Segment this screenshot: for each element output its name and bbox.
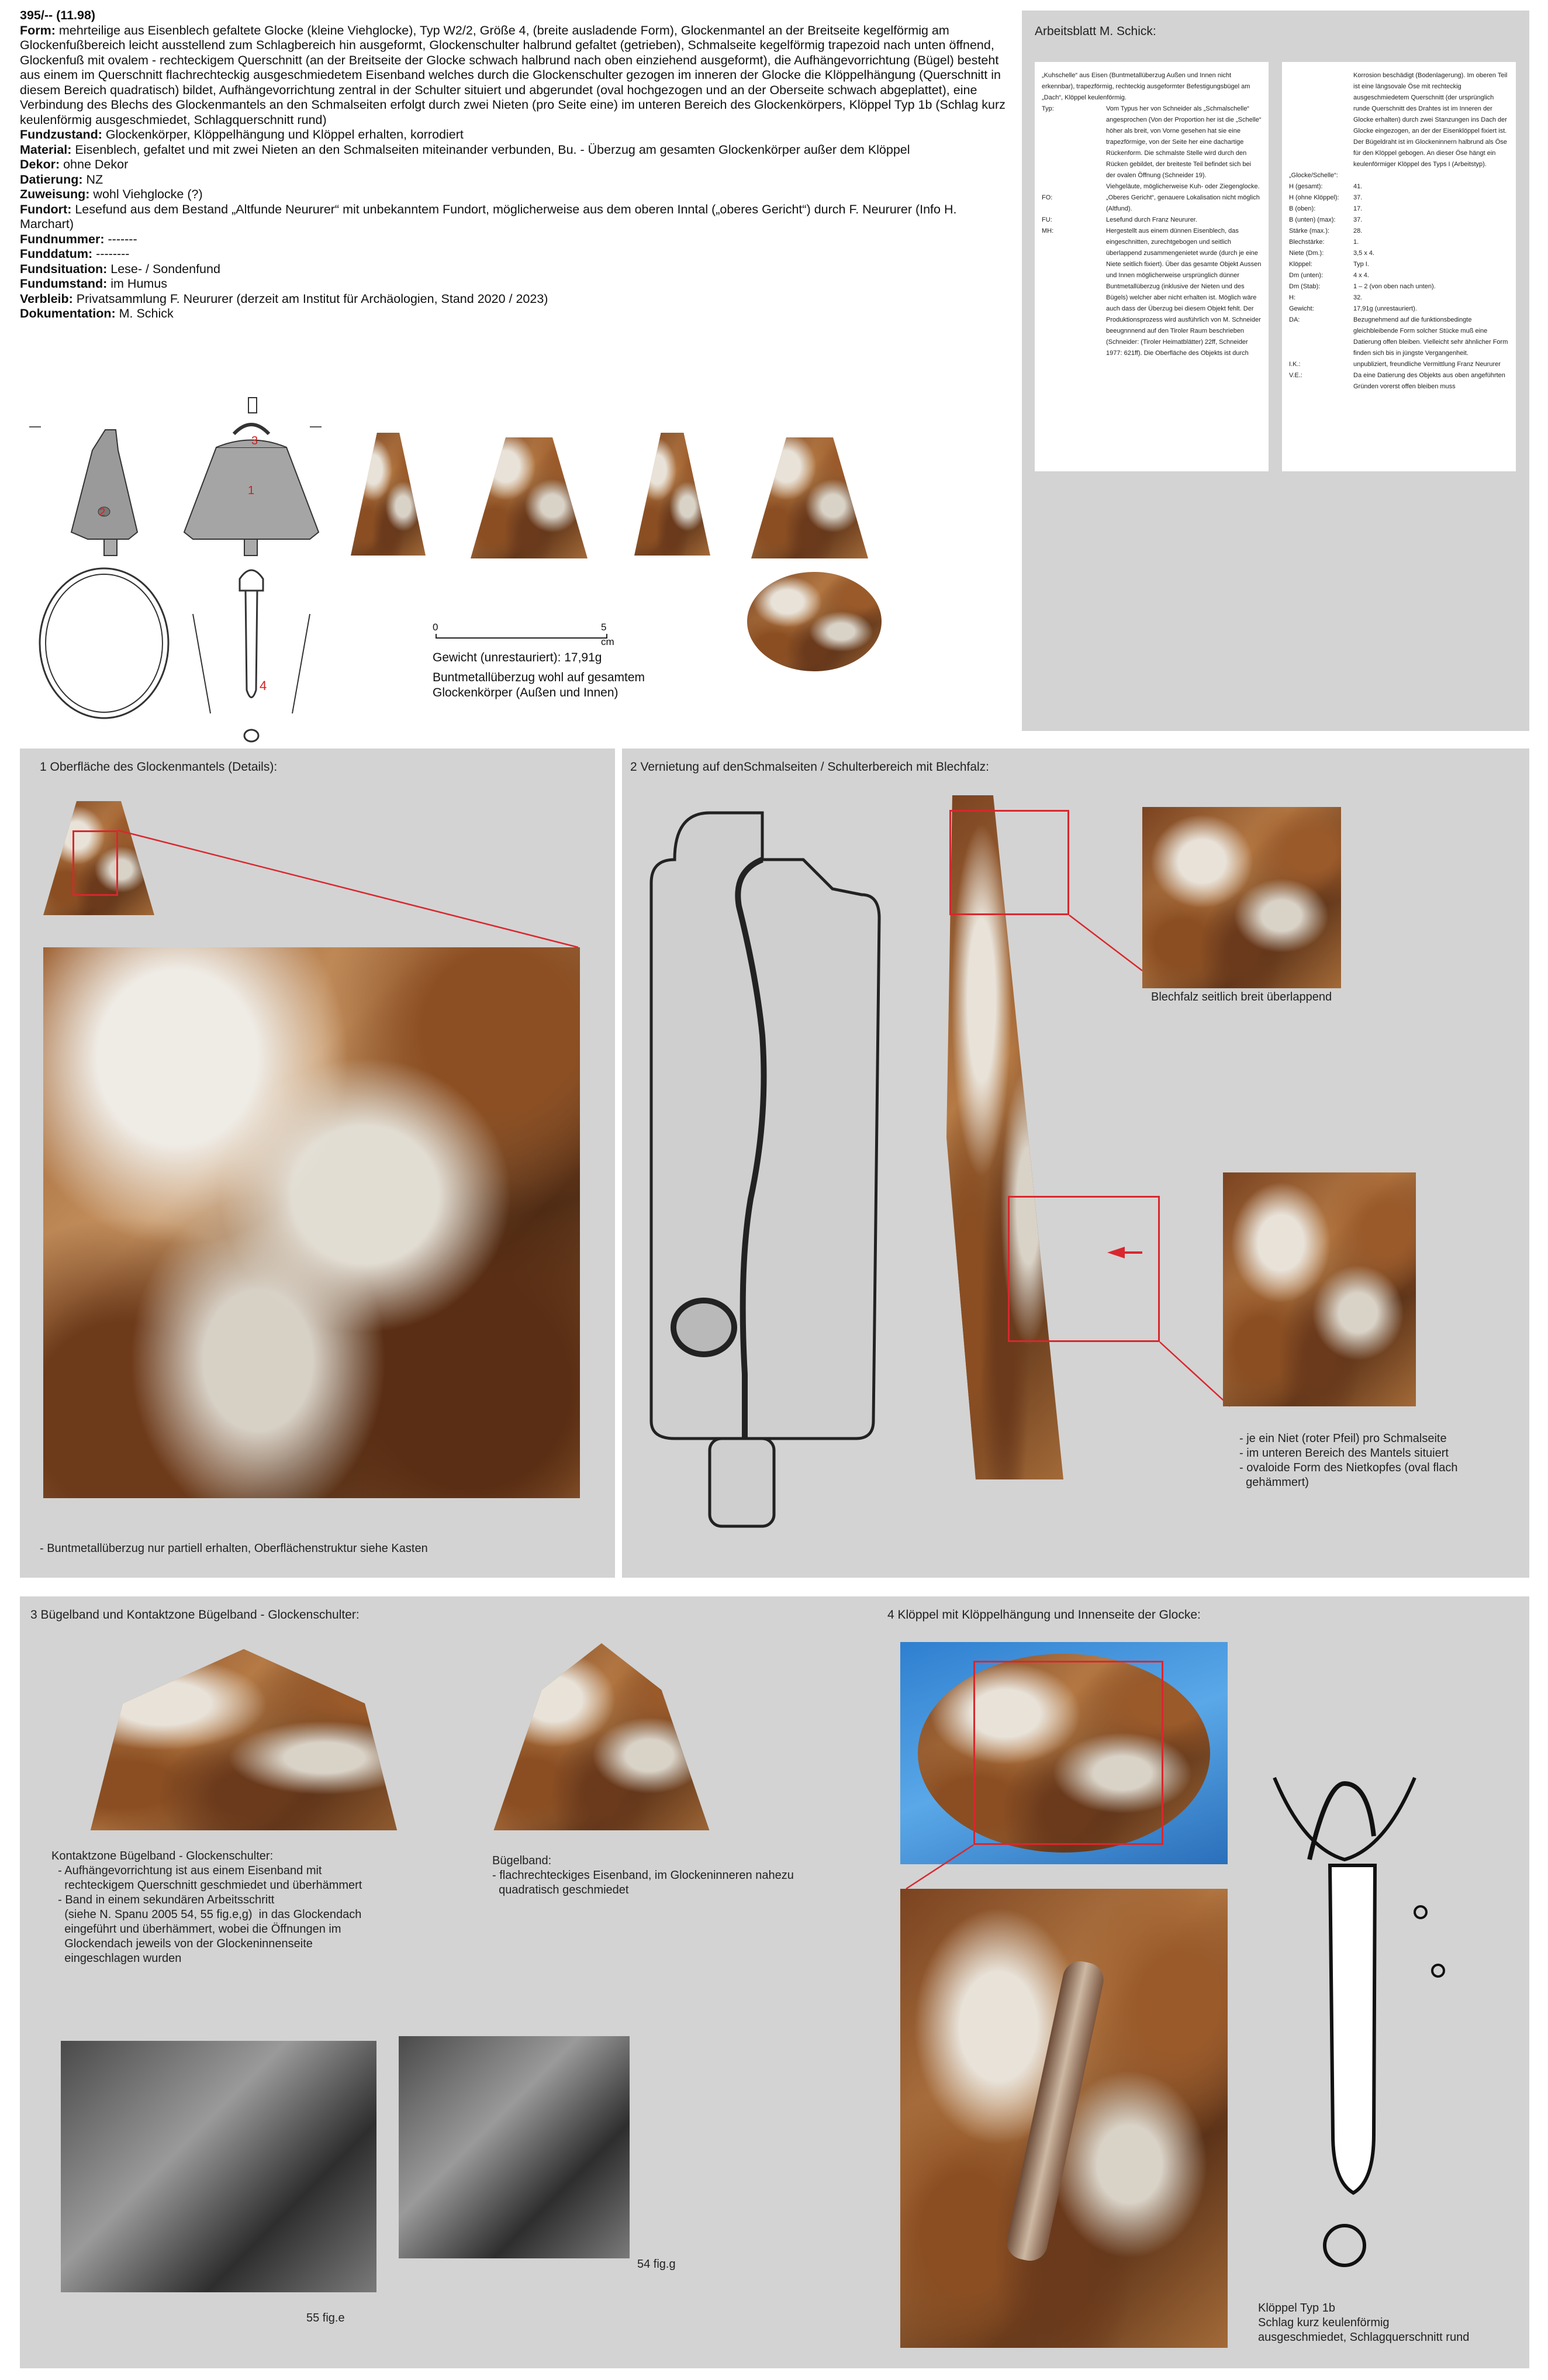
zoom-lines (20, 749, 615, 959)
worksheet-page-right (1282, 62, 1516, 471)
worksheet-key: H: (1289, 294, 1295, 301)
worksheet-key: Blechstärke: (1289, 239, 1325, 246)
bell-technical-drawing (18, 386, 345, 754)
field-label: Fundumstand: (20, 277, 108, 291)
bell-photo-side-2 (634, 433, 710, 556)
description-field (20, 292, 1008, 307)
bell-photo-front-2 (751, 427, 868, 558)
worksheet-key: Stärke (max.): (1289, 227, 1330, 234)
rivet-note-3: - ovaloide Form des Nietkopfes (oval flach (1239, 1461, 1458, 1474)
worksheet-panel (1022, 11, 1529, 731)
worksheet-key: DA: (1289, 316, 1300, 323)
contact-zone-caption (51, 1849, 362, 1966)
worksheet-key: Niete (Dm.): (1289, 250, 1324, 257)
panel1-title: 1 Oberfläche des Glockenmantels (Details): (40, 760, 278, 774)
worksheet-value: 1. (1353, 239, 1359, 246)
field-value: im Humus (107, 277, 168, 291)
worksheet-row (1289, 237, 1509, 248)
worksheet-row (1289, 70, 1509, 170)
scale-zero: 0 (433, 622, 438, 633)
worksheet-row (1042, 70, 1262, 104)
description-field (20, 127, 1008, 143)
worksheet-key: H (gesamt): (1289, 183, 1323, 190)
worksheet-key: FO: (1042, 194, 1053, 201)
worksheet-value: Vom Typus her von Schneider als „Schmalschelle“ angesprochen (Von der Proportion her ist die „Schelle“ höher als breit, von Vorne gesehen hat sie eine trapezförmige, von der Seite her eine dachartige Rückenform. Die schmalste Stelle wird durch den Rücken gebildet, der breiteste Teil befindet sich bei der ovalen Öffnung (Schneider 19). (1106, 105, 1262, 179)
worksheet-row (1289, 181, 1509, 192)
worksheet-value: Lesefund durch Franz Neururer. (1106, 216, 1197, 223)
worksheet-value: 1 – 2 (von oben nach unten). (1353, 283, 1436, 290)
field-value: NZ (82, 172, 103, 187)
worksheet-value: Typ I. (1353, 261, 1369, 268)
description-field (20, 173, 1008, 188)
worksheet-key: B (unten) (max): (1289, 216, 1336, 223)
worksheet-row (1289, 359, 1509, 370)
worksheet-value: 4 x 4. (1353, 272, 1369, 279)
panel1-caption: - Buntmetallüberzug nur partiell erhalten, Oberflächenstruktur siehe Kasten (40, 1542, 428, 1555)
field-label: Datierung: (20, 172, 83, 187)
worksheet-row (1289, 215, 1509, 226)
worksheet-text: „Glocke/Schelle“: (1289, 172, 1338, 179)
worksheet-key: Klöppel: (1289, 261, 1312, 268)
field-label: Fundnummer: (20, 232, 105, 246)
worksheet-value: 37. (1353, 216, 1363, 223)
bell-photo-side-1 (351, 433, 426, 556)
worksheet-key: Gewicht: (1289, 305, 1314, 312)
field-value: Privatsammlung F. Neururer (derzeit am Institut für Archäologien, Stand 2020 / 2023) (72, 291, 548, 306)
description-fields (20, 23, 1008, 322)
worksheet-value: Korrosion beschädigt (Bodenlagerung). Im oberen Teil ist eine längsovale Öse mit rechteckig ausgeschmiedetem Querschnitt (der ursprünglich runde Querschnitt des Drahtes ist im Inneren der Glocke erhalten) durch zwei Stanzungen ins Dach der Glocke eingezogen, an der der Eisenklöppel fixiert ist. Der Bügeldraht ist im Glockeninnern halbrund als Öse für den Klöppel gebogen. An dieser Öse hängt ein keulenförmiger Klöppel des Typs I (Arbeitstyp). (1353, 72, 1508, 168)
contact-line-8: eingeschlagen wurden (51, 1952, 182, 1965)
worksheet-key: Typ: (1042, 105, 1054, 112)
fig-g-label: 54 fig.g (637, 2258, 676, 2271)
worksheet-value: 37. (1353, 194, 1363, 201)
worksheet-title: Arbeitsblatt M. Schick: (1035, 25, 1156, 38)
field-label: Fundort: (20, 202, 72, 216)
field-value: Glockenkörper, Klöppelhängung und Klöppel erhalten, korrodiert (102, 127, 464, 142)
contact-line-2: - Aufhängevorrichtung ist aus einem Eisenband mit (51, 1864, 322, 1877)
worksheet-value: 17. (1353, 205, 1363, 212)
worksheet-value: unpubliziert, freundliche Vermittlung Franz Neururer (1353, 361, 1501, 368)
band-line-3: quadratisch geschmiedet (492, 1884, 629, 1896)
worksheet-value: Hergestellt aus einem dünnen Eisenblech, das eingeschnitten, zurechtgebogen und seitlich überlappend zusammengenietet wurde (durch je eine Niete seitlich fixiert). Über das gesamte Objekt Aussen und Innen möglicherweise ursprünglich dünner Buntmetallüberzug (inklusive der Nieten und des Bügels) welcher aber nicht erhalten ist. Möglich wäre auch dass der Überzug bei diesem Objekt fehlt. Der Produktionsprozess wird ausführlich von M. Schneider beeugnnnend auf den Tiroler Raum beschrieben (Schneider: (Tiroler Heimatblätter) 22ff, Schneider 1977: 621ff). Die Oberfläche des Objekts ist durch (1106, 227, 1262, 357)
contact-line-5: (siehe N. Spanu 2005 54, 55 fig.e,g) in das Glockendach (51, 1908, 362, 1921)
worksheet-value: 28. (1353, 227, 1363, 234)
worksheet-value: „Oberes Gericht“, genauere Lokalisation nicht möglich (Altfund). (1106, 194, 1260, 212)
worksheet-value: 32. (1353, 294, 1363, 301)
field-value: Lesefund aus dem Bestand „Altfunde Neururer“ mit unbekanntem Fundort, möglicherweise aus dem oberen Inntal („oberes Gericht“) durch F. Neururer (Info H. Marchart) (20, 202, 957, 231)
clapper-line-2: Schlag kurz keulenförmig (1258, 2316, 1390, 2329)
field-label: Verbleib: (20, 291, 73, 306)
worksheet-key: I.K.: (1289, 361, 1301, 368)
rivet-note-2: - im unteren Bereich des Mantels situiert (1239, 1447, 1449, 1460)
description-field (20, 143, 1008, 158)
field-value: wohl Viehglocke (?) (89, 187, 203, 201)
worksheet-row (1289, 270, 1509, 281)
clapper-detail-photo (900, 1889, 1228, 2348)
worksheet-row (1289, 315, 1509, 359)
field-value: Lese- / Sondenfund (107, 261, 220, 276)
description-field (20, 232, 1008, 247)
band-line-1: Bügelband: (492, 1854, 552, 1867)
description-field (20, 187, 1008, 202)
field-value: M. Schick (115, 306, 174, 320)
worksheet-row (1042, 226, 1262, 359)
object-description (20, 8, 1008, 322)
bell-photo-underside (747, 572, 882, 671)
description-field (20, 247, 1008, 262)
panel4-title: 4 Klöppel mit Klöppelhängung und Innenseite der Glocke: (887, 1608, 1201, 1622)
worksheet-key: MH: (1042, 227, 1054, 234)
field-value: ------- (104, 232, 137, 246)
field-value: Eisenblech, gefaltet und mit zwei Nieten an den Schmalseiten miteinander verbunden, Bu. - Überzug am gesamten Glockenkörper außer dem Klöppel (71, 142, 910, 157)
worksheet-value: Viehgeläute, möglicherweise Kuh- oder Ziegenglocke. (1106, 183, 1260, 190)
field-label: Fundzustand: (20, 127, 102, 142)
description-field (20, 306, 1008, 322)
field-value: -------- (92, 247, 130, 261)
worksheet-key: B (oben): (1289, 205, 1316, 212)
surface-detail-photo (43, 947, 580, 1498)
description-field (20, 202, 1008, 232)
scale-five: 5 cm (601, 622, 614, 647)
band-caption (492, 1854, 794, 1898)
worksheet-row (1289, 248, 1509, 259)
clapper-line-3: ausgeschmiedet, Schlagquerschnitt rund (1258, 2331, 1470, 2344)
field-label: Form: (20, 23, 56, 37)
rivet-notes (1239, 1432, 1458, 1490)
contact-line-6: eingeführt und überhämmert, wobei die Öffnungen im (51, 1923, 341, 1936)
clapper-drawing (1251, 1760, 1520, 2275)
worksheet-row (1042, 192, 1262, 215)
contact-line-7: Glockendach jeweils von der Glockeninnenseite (51, 1937, 313, 1950)
description-field (20, 23, 1008, 128)
label-4: 4 (260, 678, 267, 693)
worksheet-row (1289, 203, 1509, 215)
rivet-detail-photo (1223, 1172, 1416, 1406)
worksheet-text: „Kuhschelle“ aus Eisen (Buntmetallüberzug Außen und Innen nicht erkennbar), trapezförmig, rechteckig ausgeformter Befestigungsbügel am „Dach“, Klöppel keulenförmig. (1042, 72, 1250, 101)
handle-photo-side (482, 1643, 721, 1830)
worksheet-row (1042, 104, 1262, 181)
field-label: Material: (20, 142, 72, 157)
panel2-title: 2 Vernietung auf denSchmalseiten / Schulterbereich mit Blechfalz: (630, 760, 990, 774)
contact-line-4: - Band in einem sekundären Arbeitsschritt (51, 1893, 275, 1906)
label-1: 1 (248, 484, 255, 497)
worksheet-row (1289, 281, 1509, 292)
bell-photo-front-1 (471, 427, 588, 558)
bell-drawings (18, 386, 345, 754)
blechfalz-caption: Blechfalz seitlich breit überlappend (1151, 991, 1332, 1003)
handle-photo-front (42, 1649, 445, 1830)
weight-caption: Gewicht (unrestauriert): 17,91g (433, 651, 602, 664)
blechfalz-detail-photo (1142, 807, 1341, 988)
description-field (20, 262, 1008, 277)
label-3: 3 (251, 434, 258, 447)
coating-caption-1: Buntmetallüberzug wohl auf gesamtem (433, 671, 645, 684)
field-label: Zuweisung: (20, 187, 90, 201)
smith-photo-g (399, 2036, 630, 2258)
worksheet-row (1289, 170, 1509, 181)
worksheet-key: Dm (Stab): (1289, 283, 1321, 290)
worksheet-value: 17,91g (unrestauriert). (1353, 305, 1417, 312)
worksheet-value: 41. (1353, 183, 1363, 190)
clapper-line-1: Klöppel Typ 1b (1258, 2302, 1335, 2315)
worksheet-key (1042, 181, 1106, 192)
panel-handle-band (20, 1596, 880, 2368)
description-field (20, 277, 1008, 292)
fig-e-label: 55 fig.e (306, 2312, 345, 2324)
field-label: Dokumentation: (20, 306, 116, 320)
worksheet-value: Da eine Datierung des Objekts aus oben angeführten Gründen vorerst offen bleiben muss (1353, 372, 1505, 390)
worksheet-row (1042, 181, 1262, 192)
coating-caption-2: Glockenkörper (Außen und Innen) (433, 686, 618, 699)
worksheet-key (1289, 70, 1353, 170)
label-2: 2 (99, 506, 106, 518)
field-label: Fundsituation: (20, 261, 108, 276)
worksheet-key: H (ohne Klöppel): (1289, 194, 1339, 201)
object-id: 395/-- (11.98) (20, 8, 96, 22)
field-label: Dekor: (20, 157, 60, 171)
panel4-connector-line (877, 1596, 1239, 1900)
panel3-title: 3 Bügelband und Kontaktzone Bügelband - Glockenschulter: (30, 1608, 360, 1622)
worksheet-row (1289, 303, 1509, 315)
worksheet-key: Dm (unten): (1289, 272, 1324, 279)
clapper-caption (1258, 2301, 1469, 2345)
worksheet-row (1289, 292, 1509, 303)
worksheet-row (1289, 370, 1509, 392)
scale-bar (433, 620, 614, 647)
worksheet-page-left (1035, 62, 1269, 471)
field-value: mehrteilige aus Eisenblech gefaltete Glocke (kleine Viehglocke), Typ W2/2, Größe 4, (breite ausladende Form), Glockenmantel an der Breitseite kegelförmig am Glockenfußbereich leicht ausstellend zum Schlagbereich hin ausgeformt, Glockenschulter halbrund gefaltet (getrieben), Schmalseite kegelförmig trapezoid nach unten öffnend, Glockenfuß mit ovalem - rechteckigem Querschnitt (an der Breitseite der Glocke schwach halbrund nach oben einziehend ausgeformt), die Aufhängevorrichtung (Bügel) besteht aus einem im Querschnitt flachrechteckig ausgeschmiedetem Eisenband welches durch die Glockenschulter gezogen im inneren der Glocke die Klöppelhängung (Querschnitt in diesem Bereich quadratisch) bildet, Aufhängevorrichtung zentral in der Schulter situiert und abgerundet (oval hochgezogen und an der Oberseite schwach abgeplattet), eine Verbindung des Blechs des Glockenmantels an den Schmalseiten erfolgt durch zwei Nieten (pro Seite eine) im unteren Bereich des Glockenkörpers, Klöppel Typ 1b (Schlag kurz keulenförmig ausgeschmiedet, Schlagquerschnitt rund) (20, 23, 1005, 127)
panel-clapper (877, 1596, 1529, 2368)
worksheet-key: V.E.: (1289, 372, 1302, 379)
rivet-note-1: - je ein Niet (roter Pfeil) pro Schmalseite (1239, 1432, 1447, 1445)
panel-rivets (622, 749, 1529, 1578)
worksheet-value: 3,5 x 4. (1353, 250, 1375, 257)
panel-surface-details (20, 749, 615, 1578)
field-value: ohne Dekor (60, 157, 129, 171)
worksheet-row (1289, 226, 1509, 237)
band-line-2: - flachrechteckiges Eisenband, im Glockeninneren nahezu (492, 1869, 794, 1882)
worksheet-row (1042, 215, 1262, 226)
contact-line-1: Kontaktzone Bügelband - Glockenschulter: (51, 1850, 274, 1862)
smith-photo-e (61, 2041, 376, 2292)
contact-line-3: rechteckigem Querschnitt geschmiedet und überhämmert (51, 1879, 362, 1892)
worksheet-value: Bezugnehmend auf die funktionsbedingte gleichbleibende Form solcher Stücke muß eine Datierung offen bleiben. Vielleicht sehr ähnlicher Form finden sich bis in jüngste Vergangenheit. (1353, 316, 1508, 357)
worksheet-row (1289, 192, 1509, 203)
description-field (20, 157, 1008, 173)
worksheet-key: FU: (1042, 216, 1052, 223)
rivet-note-4: gehämmert) (1239, 1476, 1309, 1489)
field-label: Funddatum: (20, 247, 93, 261)
worksheet-row (1289, 259, 1509, 270)
